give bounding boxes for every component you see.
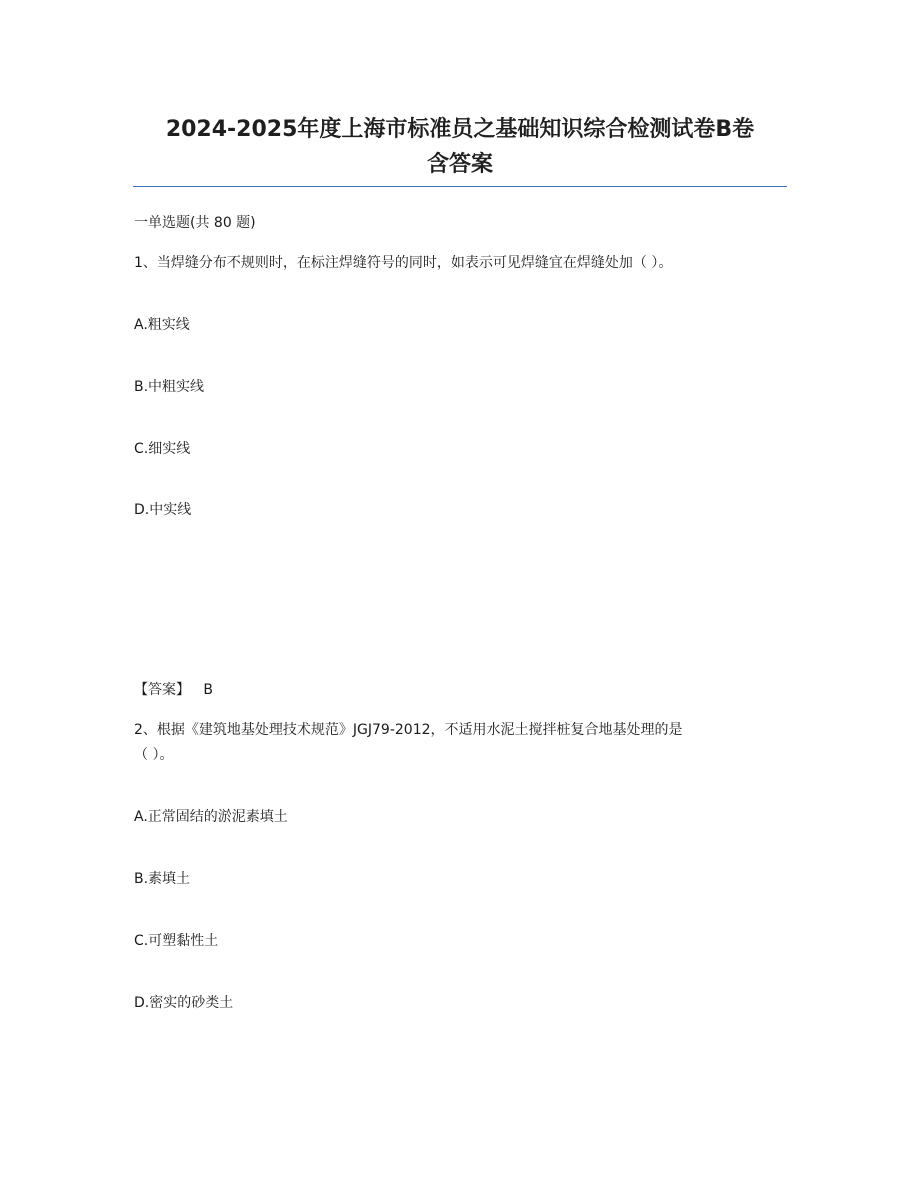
section-heading: 一单选题(共 80 题) bbox=[134, 215, 256, 231]
title-divider bbox=[133, 186, 787, 187]
question-2-option-a: A.正常固结的淤泥素填土 bbox=[134, 809, 288, 825]
document-title bbox=[100, 112, 820, 182]
question-1-option-b: B.中粗实线 bbox=[134, 379, 205, 395]
question-2-option-c: C.可塑黏性土 bbox=[134, 933, 219, 949]
question-2-stem-line-2: （ ）。 bbox=[134, 747, 174, 763]
document-title-line-1: 2024-2025年度上海市标准员之基础知识综合检测试卷B卷 bbox=[165, 117, 755, 142]
question-1-option-a: A.粗实线 bbox=[134, 317, 190, 333]
question-1-option-d: D.中实线 bbox=[134, 502, 192, 518]
document-title-line-2: 含答案 bbox=[426, 152, 493, 177]
question-1-answer bbox=[134, 680, 213, 700]
question-1-option-c: C.细实线 bbox=[134, 441, 191, 457]
question-2-stem-line-1: 2、根据《建筑地基处理技术规范》JGJ79-2012，不适用水泥土搅拌桩复合地基处理的是 bbox=[134, 722, 683, 738]
answer-label: 【答案】 bbox=[134, 682, 190, 698]
question-2-option-b: B.素填土 bbox=[134, 871, 191, 887]
question-2-option-d: D.密实的砂类土 bbox=[134, 995, 234, 1011]
question-1-stem: 1、当焊缝分布不规则时，在标注焊缝符号的同时，如表示可见焊缝宜在焊缝处加（ ）。 bbox=[134, 255, 673, 271]
answer-value: B bbox=[203, 682, 213, 698]
